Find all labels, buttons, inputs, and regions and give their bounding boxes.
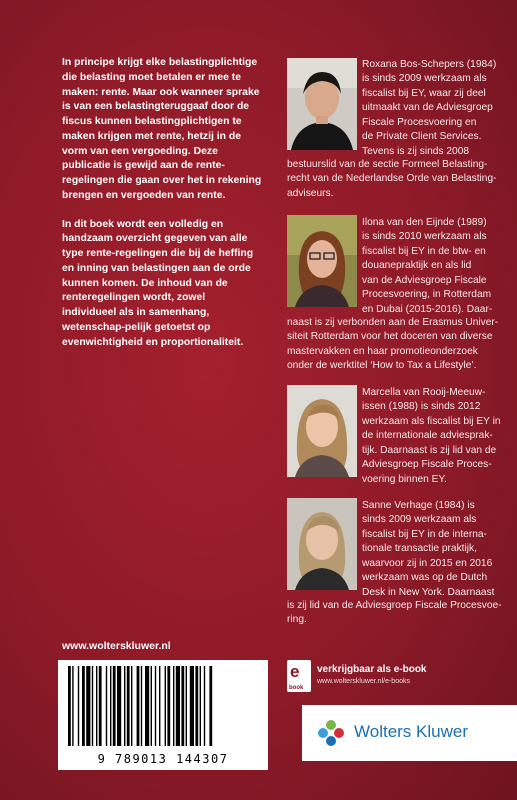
author-bio-4-below (287, 599, 502, 628)
bio-line: mastervakken en haar promotieonderzoek (287, 345, 478, 357)
barcode-bar (151, 666, 152, 746)
publisher-logo-panel (302, 705, 517, 761)
barcode-bar (195, 666, 198, 746)
bio-line: werkzaam als fiscalist bij EY in (362, 415, 501, 427)
author-bio-2-side (362, 216, 492, 317)
barcode-bar (92, 666, 93, 746)
barcode-bar (82, 666, 85, 746)
bio-line: Desk in New York. Daarnaast (362, 586, 495, 598)
ebook-label: verkrijgbaar als e-book (317, 664, 427, 675)
ebook-notice (287, 660, 507, 694)
barcode-bar (78, 666, 79, 746)
barcode-bar (131, 666, 132, 746)
bio-line: Adviesgroep Fiscale Proces- (362, 459, 492, 471)
bio-line: voering binnen EY. (362, 473, 447, 485)
bio-line: tijk. Daarnaast is zij lid van de (362, 444, 497, 456)
barcode-bar (155, 666, 156, 746)
barcode-bar (159, 666, 160, 746)
author-bio-1-side (362, 58, 496, 159)
portrait-image (287, 215, 357, 307)
bio-line: de internationale adviesprak- (362, 430, 493, 442)
author-photo-sanne (287, 498, 357, 590)
barcode-bar (72, 666, 73, 746)
barcode-bar (176, 666, 180, 746)
barcode-bar (141, 666, 142, 746)
barcode-bar (124, 666, 125, 746)
bio-line: uitmaakt van de Adviesgroep (362, 102, 493, 114)
author-bio-4-side (362, 499, 495, 600)
barcode-bar (117, 666, 121, 746)
bio-line: bestuurslid van de sectie Formeel Belasting- (287, 159, 488, 170)
bio-line: onder de werktitel ‘How to Tax a Lifestyle’. (287, 360, 477, 372)
bio-line: Roxana Bos-Schepers (1984) (362, 59, 497, 70)
author-photo-ilona (287, 215, 357, 307)
bio-line: Marcella van Rooij-Meeuw- (362, 387, 486, 398)
bio-line: siteit Rotterdam voor het doceren van diverse (287, 331, 493, 343)
author-bio-3-side (362, 386, 501, 487)
bio-line: waarvoor zij in 2015 en 2016 (362, 557, 493, 569)
barcode-bar (96, 666, 97, 746)
barcode-bar (127, 666, 130, 746)
barcode-bar (200, 666, 201, 746)
bio-line: fiscalist bij EY in de btw- en (362, 245, 486, 257)
bio-line: en Dubai (2015-2016). Daar- (362, 303, 493, 315)
bio-line: Procesvoering, in Rotterdam (362, 289, 492, 301)
author-bio-1-below (287, 158, 497, 201)
barcode-bar (167, 666, 170, 746)
barcode-bar (173, 666, 174, 746)
bio-line: ring. (287, 614, 307, 626)
barcode-bar (86, 666, 90, 746)
barcode-bar (204, 666, 205, 746)
publisher-website[interactable]: www.wolterskluwer.nl (62, 640, 171, 652)
barcode-bar (145, 666, 149, 746)
bio-line: is sinds 2009 werkzaam als (362, 73, 487, 85)
barcode-bar (99, 666, 102, 746)
barcode-bar (165, 666, 166, 746)
portrait-image (287, 385, 357, 477)
bio-line: fiscalist bij EY in de interna- (362, 528, 487, 540)
publisher-name: Wolters Kluwer (354, 722, 468, 741)
bio-line: Ilona van den Eijnde (1989) (362, 217, 487, 228)
isbn-number: 9 789013 144307 (97, 752, 229, 766)
wolters-kluwer-logo-icon (316, 718, 346, 748)
author-bio-2-below (287, 316, 498, 374)
author-photo-roxana (287, 58, 357, 150)
portrait-image (287, 498, 357, 590)
blurb-paragraph-2: In dit boek wordt een volledig en handzaam overzicht gegeven van alle type rente-regelingen die bij de heffing en inning van belastingen aan de orde kunnen komen. De inhoud van de renteregelingen wordt, zowel individueel als in samenhang, wetenschap-pelijk getoetst op evenwichtigheid en proportionaliteit. (62, 218, 254, 348)
ebook-icon-caption: book (289, 685, 304, 691)
bio-line: is zij lid van de Adviesgroep Fiscale Procesvoe- (287, 600, 502, 611)
barcode-bar (209, 666, 212, 746)
barcode-bar (190, 666, 194, 746)
bio-line: naast is zij verbonden aan de Erasmus Univer- (287, 317, 499, 328)
ebook-icon (287, 660, 311, 692)
portrait-image (287, 58, 357, 150)
bio-line: tionale transactie praktijk, (362, 543, 477, 555)
bio-line: recht van de Nederlandse Orde van Belasting- (287, 173, 497, 185)
bio-line: van de Adviesgroep Fiscale (362, 274, 487, 286)
barcode-bar (113, 666, 116, 746)
bio-line: Sanne Verhage (1984) is (362, 500, 475, 511)
author-photo-marcella (287, 385, 357, 477)
ebook-icon-letter: e (290, 662, 300, 681)
barcode-bar (110, 666, 111, 746)
barcode-bar (137, 666, 140, 746)
isbn-barcode (58, 660, 268, 770)
blurb-paragraph-1: In principe krijgt elke belastingplichtige die belasting moet betalen er mee te maken: rente. Maar ook wanneer sprake is van een belastingteruggaaf door de fiscus kunnen belastingplichtigen te maken krijgen met rente, hetzij in de vorm van een vergoeding. Deze publicatie is gewijd aan de rente-regelingen die gaan over het in rekening brengen en vergoeden van rente. (62, 57, 262, 201)
bio-line: de Private Client Services. (362, 131, 482, 143)
barcode-bar (68, 666, 71, 746)
bio-line: issen (1988) is sinds 2012 (362, 401, 481, 413)
bio-line: fiscalist bij EY, waar zij deel (362, 87, 486, 99)
barcode-bars (66, 666, 260, 750)
blurb (62, 56, 262, 365)
bio-line: is sinds 2010 werkzaam als (362, 231, 487, 243)
ebook-url[interactable]: www.wolterskluwer.nl/e-books (317, 678, 410, 685)
bio-line: werkzaam was op de Dutch (362, 572, 488, 584)
barcode-bar (181, 666, 184, 746)
bio-line: sinds 2009 werkzaam als (362, 514, 477, 526)
barcode-bar (106, 666, 107, 746)
bio-line: adviseurs. (287, 187, 334, 199)
bio-line: Tevens is zij sinds 2008 (362, 145, 470, 157)
bio-line: Fiscale Procesvoering en (362, 116, 477, 128)
bio-line: douanepraktijk en als lid (362, 260, 472, 272)
barcode-bar (186, 666, 187, 746)
